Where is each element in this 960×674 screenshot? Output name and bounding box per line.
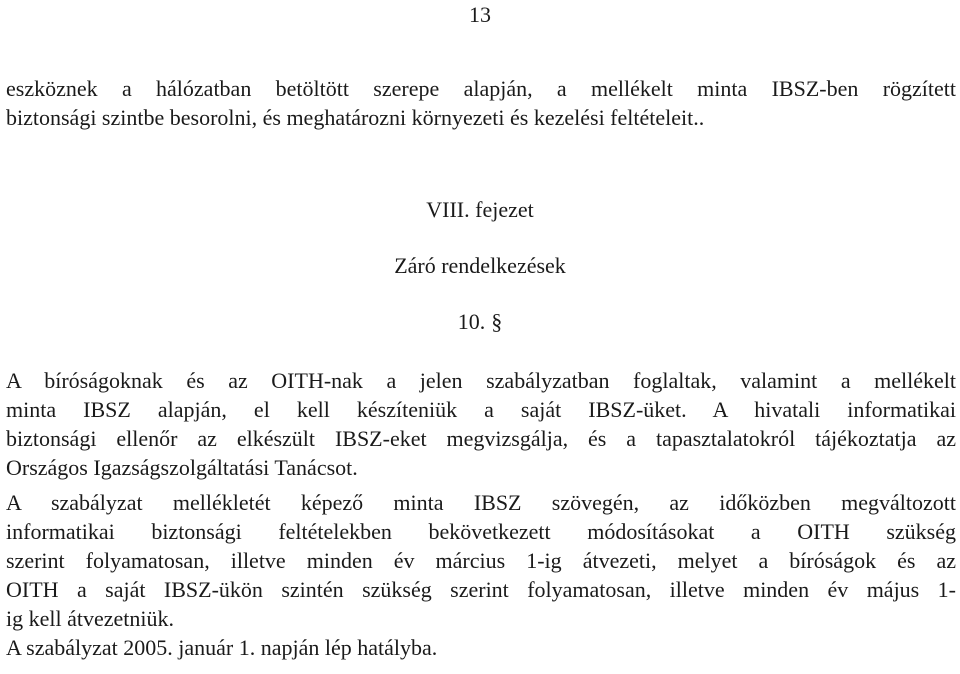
- page-number: 13: [469, 2, 491, 27]
- intro-paragraph: [6, 74, 956, 132]
- paragraph-line: Országos Igazságszolgáltatási Tanácsot.: [6, 455, 358, 480]
- section-sign: §: [491, 309, 503, 334]
- paragraph-line: A szabályzat mellékletét képező minta IBSZ szövegén, az időközben megváltozott: [6, 490, 956, 515]
- section-heading: [0, 308, 960, 336]
- paragraph-1: [6, 366, 956, 482]
- paragraph-line: ig kell átvezetniük.: [6, 606, 174, 631]
- paragraph-line: A szabályzat 2005. január 1. napján lép hatályba.: [6, 635, 438, 660]
- paragraph-line: OITH a saját IBSZ-ükön szintén szükség szerint folyamatosan, illetve minden év május 1-: [6, 577, 956, 602]
- chapter-title: Záró rendelkezések: [394, 253, 566, 278]
- paragraph-line: minta IBSZ alapján, el kell készíteniük a saját IBSZ-üket. A hivatali informatikai: [6, 397, 956, 422]
- section-number: 10.: [457, 309, 486, 334]
- paragraph-3: [6, 633, 956, 662]
- chapter-number: VIII. fejezet: [426, 197, 534, 222]
- paragraph-line: informatikai biztonsági feltételekben bekövetkezett módosításokat a OITH szükség: [6, 519, 956, 544]
- paragraph-line: A bíróságoknak és az OITH-nak a jelen szabályzatban foglaltak, valamint a mellékelt: [6, 368, 956, 393]
- paragraph-line: biztonsági ellenőr az elkészült IBSZ-eket megvizsgálja, és a tapasztalatokról tájékoztatja az: [6, 426, 956, 451]
- intro-line: biztonsági szintbe besorolni, és meghatározni környezeti és kezelési feltételeit..: [6, 105, 705, 130]
- intro-line: eszköznek a hálózatban betöltött szerepe alapján, a mellékelt minta IBSZ-ben rögzített: [6, 76, 956, 101]
- paragraph-line: szerint folyamatosan, illetve minden év március 1-ig átvezeti, melyet a bíróságok és az: [6, 548, 956, 573]
- paragraph-2: [6, 488, 956, 633]
